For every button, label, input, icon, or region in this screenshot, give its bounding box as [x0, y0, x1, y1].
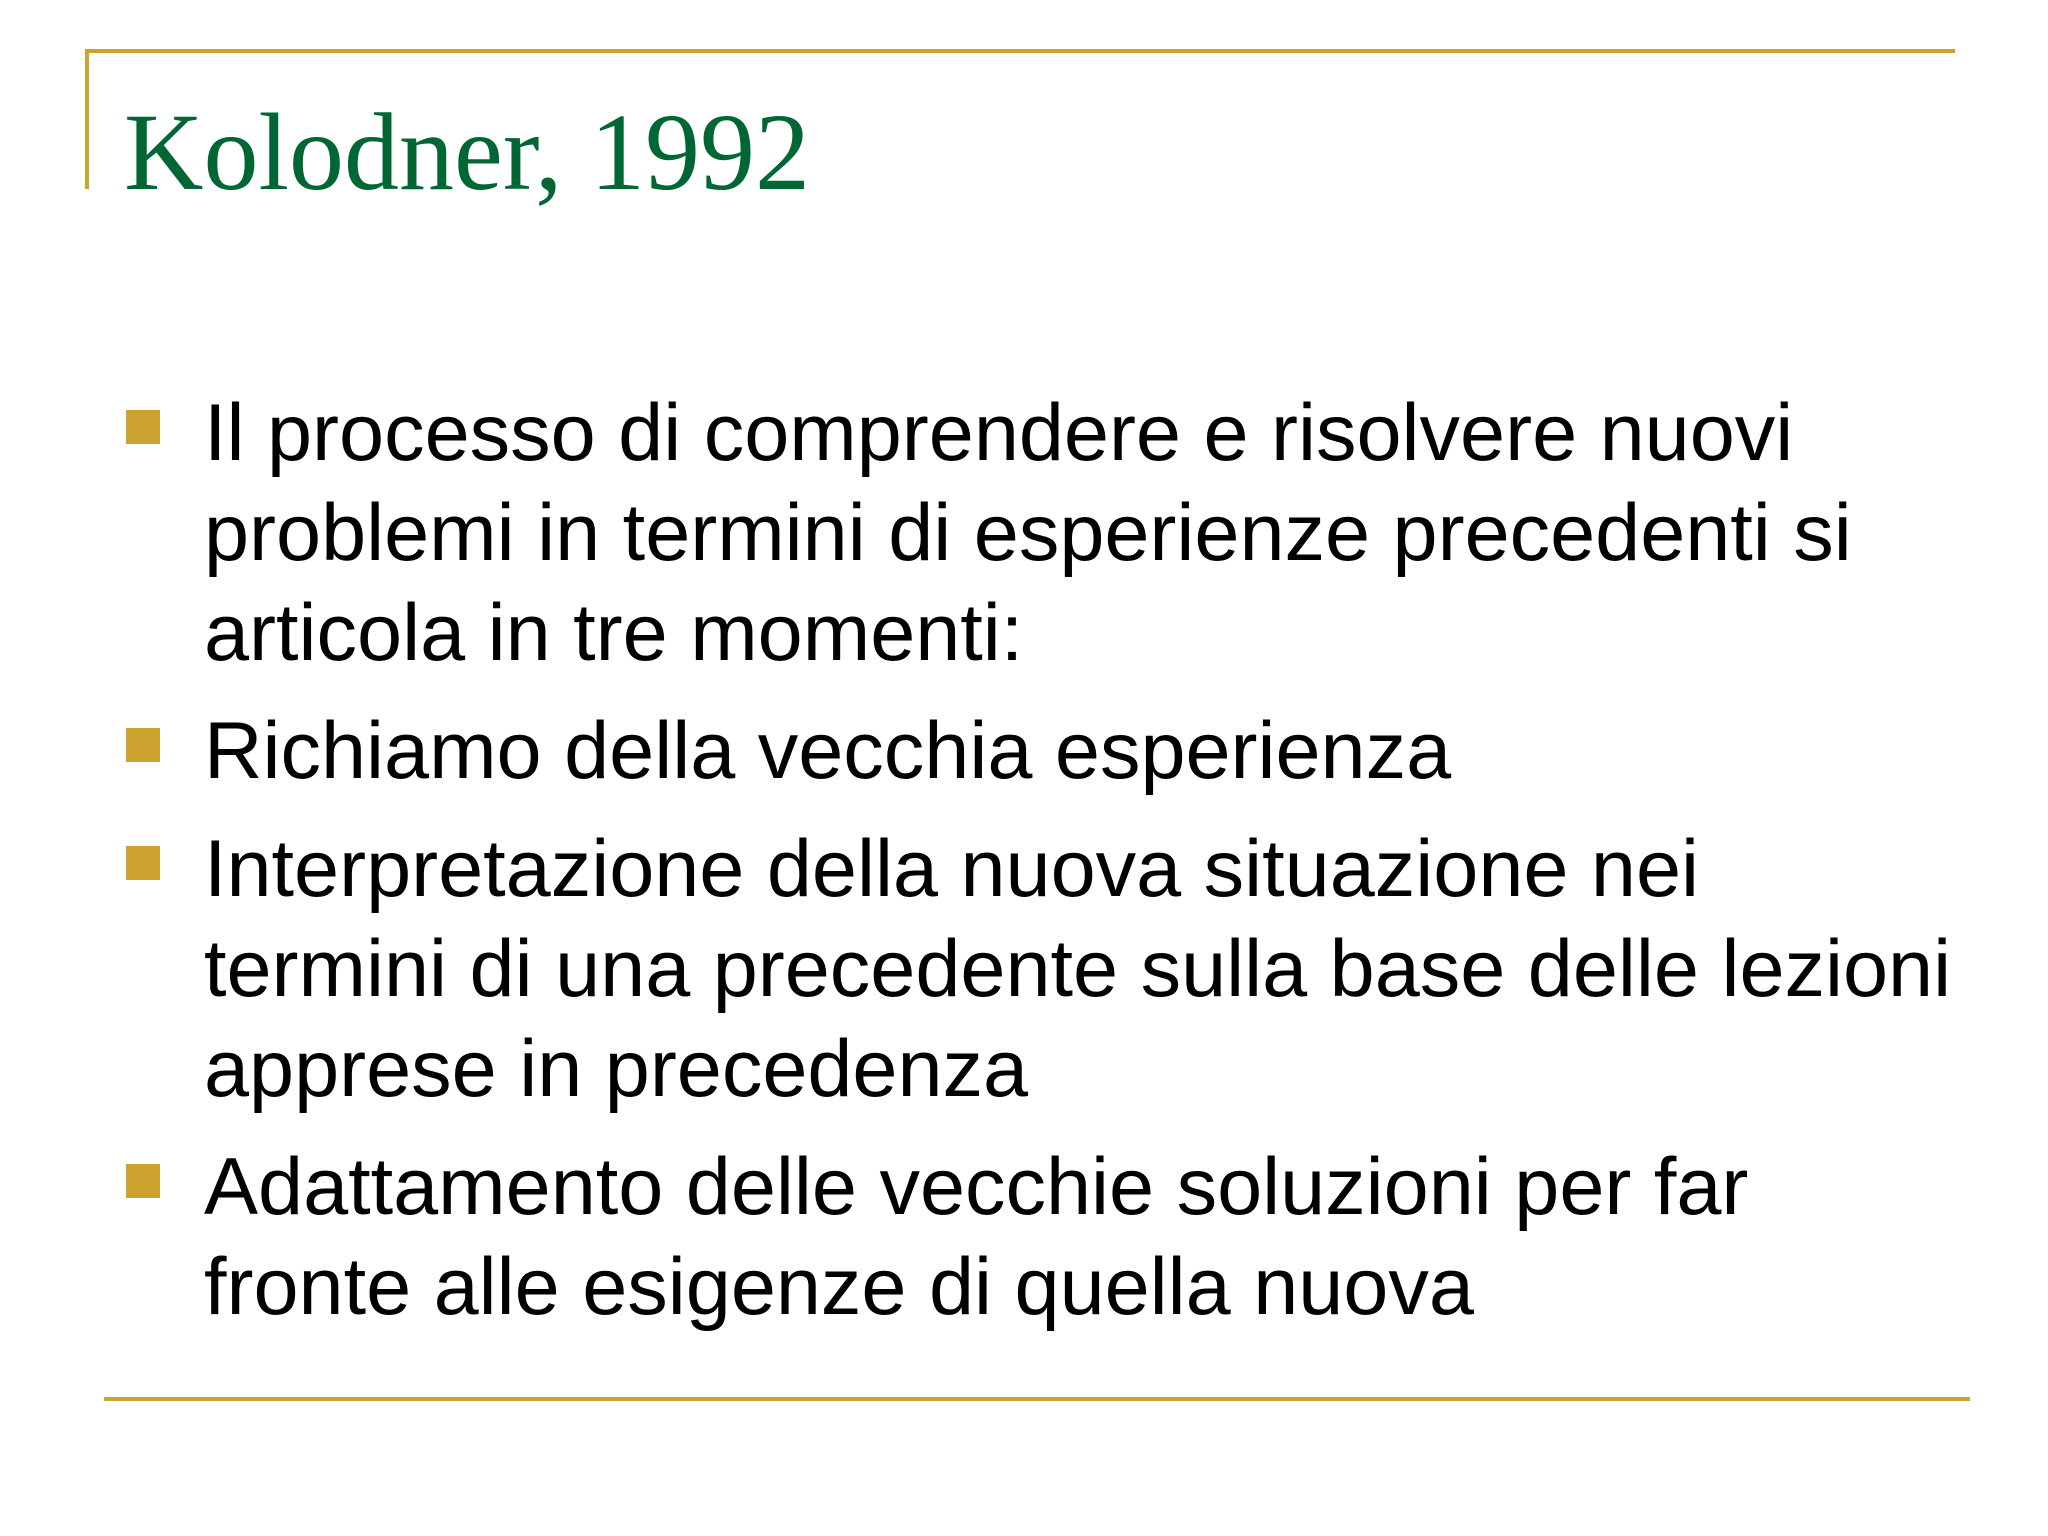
bullet-item [126, 819, 1956, 1119]
bullet-text: Il processo di comprendere e risolvere nuovi problemi in termini di esperienze precedenti si articola in tre momenti: [204, 388, 1852, 678]
top-border-line [85, 49, 1955, 53]
bullet-text: Adattamento delle vecchie soluzioni per far fronte alle esigenze di quella nuova [204, 1142, 1749, 1332]
bullet-item [126, 701, 1956, 801]
square-bullet-icon [126, 728, 160, 762]
bullet-text: Interpretazione della nuova situazione nei termini di una precedente sulla base delle lezioni apprese in precedenza [204, 824, 1952, 1114]
bullet-item [126, 383, 1956, 683]
square-bullet-icon [126, 846, 160, 880]
bullet-list [126, 383, 1956, 1355]
slide-title: Kolodner, 1992 [124, 91, 811, 213]
square-bullet-icon [126, 410, 160, 444]
bullet-text: Richiamo della vecchia esperienza [204, 706, 1452, 796]
bullet-item [126, 1137, 1956, 1337]
bottom-border-line [104, 1397, 1970, 1401]
left-border-line [85, 49, 89, 189]
square-bullet-icon [126, 1164, 160, 1198]
